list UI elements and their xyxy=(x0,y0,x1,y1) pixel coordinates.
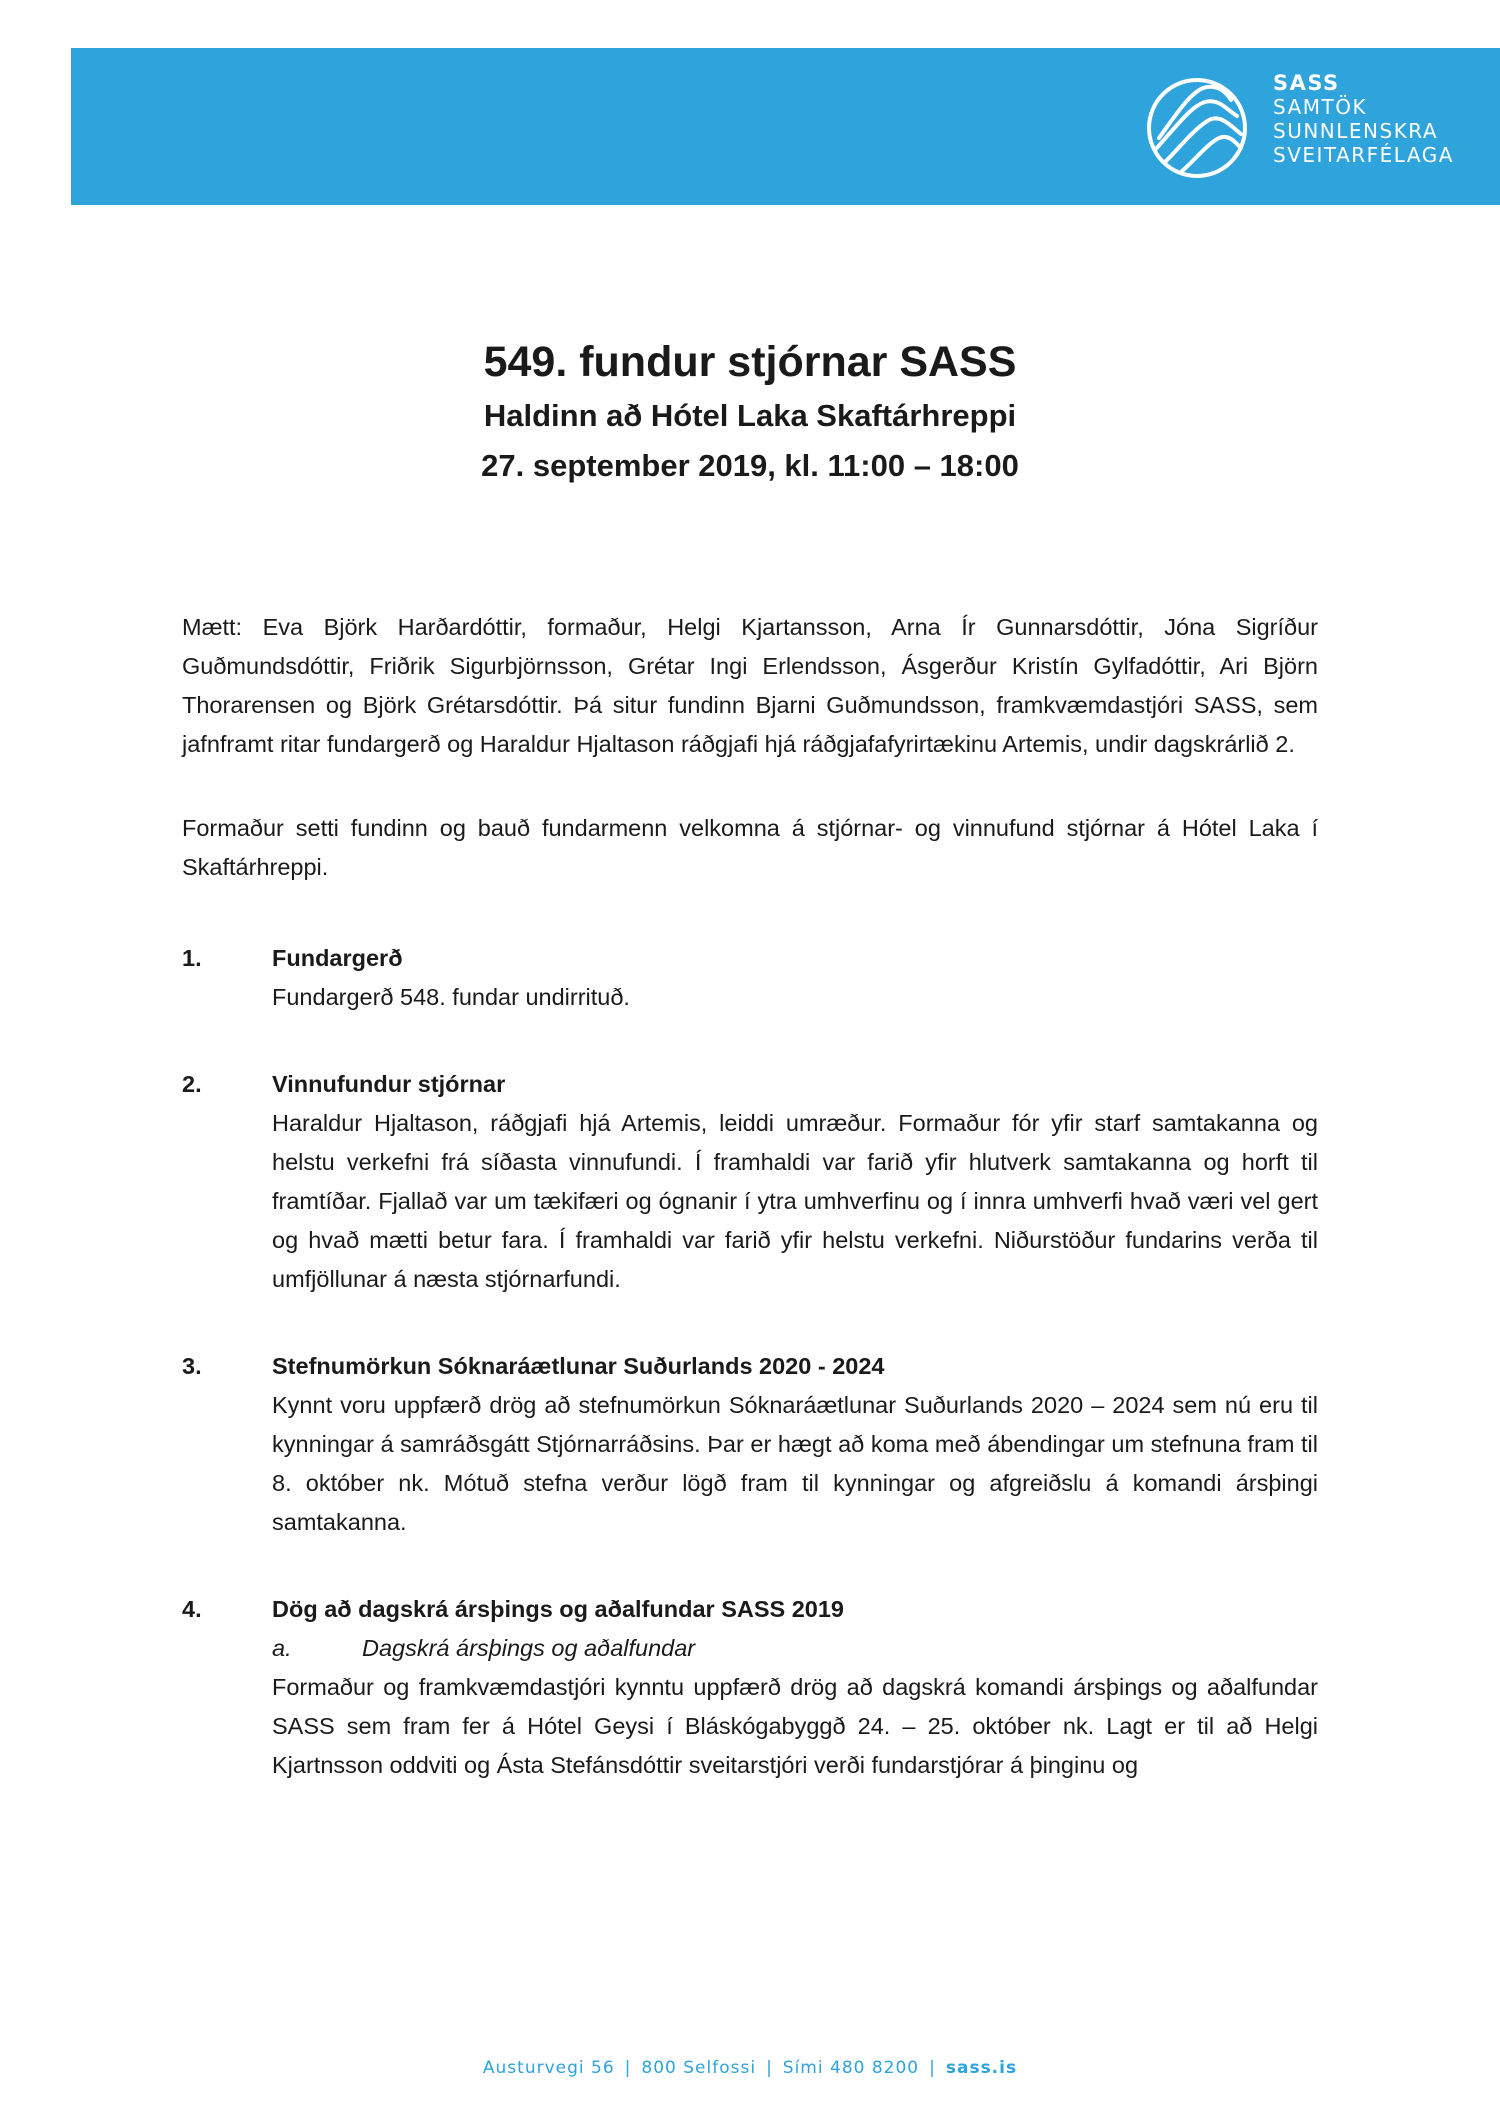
agenda-item-heading: Vinnufundur stjórnar xyxy=(272,1071,506,1097)
agenda-item-header xyxy=(182,1065,1318,1104)
org-name-line-3: SVEITARFÉLAGA xyxy=(1273,143,1454,167)
page-footer xyxy=(0,2058,1500,2078)
agenda-subitem-header xyxy=(272,1629,1318,1668)
agenda-item-body: Fundargerð 548. fundar undirrituð. xyxy=(272,984,630,1010)
agenda-item-heading: Fundargerð xyxy=(272,945,403,971)
meeting-date: 27. september 2019, kl. 11:00 – 18:00 xyxy=(481,448,1019,483)
agenda-item-body: Formaður og framkvæmdastjóri kynntu uppfærð drög að dagskrá komandi ársþings og aðalfundar SASS sem fram fer á Hótel Geysi í Bláskógabyggð 24. – 25. október nk. Lagt er til að Helgi Kjartnsson oddviti og Ásta Stefánsdóttir sveitarstjóri verði fundarstjórar á þinginu og xyxy=(272,1674,1318,1778)
agenda-subitem-letter: a. xyxy=(272,1635,292,1661)
agenda-item-number: 4. xyxy=(182,1596,202,1622)
meeting-location: Haldinn að Hótel Laka Skaftárhreppi xyxy=(483,398,1017,433)
agenda-item-number: 1. xyxy=(182,945,202,971)
agenda-item-heading: Stefnumörkun Sóknaráætlunar Suðurlands 2020 - 2024 xyxy=(272,1353,885,1379)
footer-website-link[interactable]: sass.is xyxy=(945,2058,1018,2078)
agenda-item-2 xyxy=(182,1065,1318,1299)
agenda-item-body: Haraldur Hjaltason, ráðgjafi hjá Artemis, leiddi umræður. Formaður fór yfir starf samtakanna og helstu verkefni frá síðasta vinnufundi. Í framhaldi var farið yfir hlutverk samtakanna og horft til framtíðar. Fjallað var um tækifæri og ógnanir í ytra umhverfinu og í innra umhverfi hvað væri vel gert og hvað mætti betur fara. Í framhaldi var farið yfir helstu verkefni. Niðurstöður fundarins verða til umfjöllunar á næsta stjórnarfundi. xyxy=(272,1110,1318,1292)
agenda-item-header xyxy=(182,1347,1318,1386)
agenda-item-3 xyxy=(182,1347,1318,1542)
agenda-item-number: 2. xyxy=(182,1071,202,1097)
org-logo-text xyxy=(1273,71,1454,167)
brand-name: SASS xyxy=(1273,71,1340,95)
agenda-item-body: Kynnt voru uppfærð drög að stefnumörkun Sóknaráætlunar Suðurlands 2020 – 2024 sem nú eru til kynningar á samráðsgátt Stjórnarráðsins. Þar er hægt að koma með ábendingar um stefnuna fram til 8. október nk. Mótuð stefna verður lögð fram til kynningar og afgreiðslu á komandi ársþingi samtakanna. xyxy=(272,1392,1318,1535)
agenda-subitem-heading: Dagskrá ársþings og aðalfundar xyxy=(362,1635,696,1661)
agenda-item-4 xyxy=(182,1590,1318,1785)
footer-separator: | xyxy=(929,2058,936,2078)
org-name-line-1: SAMTÖK xyxy=(1273,95,1368,119)
org-name-line-2: SUNNLENSKRA xyxy=(1273,119,1439,143)
agenda-item-number: 3. xyxy=(182,1353,202,1379)
agenda-item-header xyxy=(182,939,1318,978)
footer-separator: | xyxy=(624,2058,632,2078)
title-block xyxy=(0,333,1500,491)
attendance-paragraph: Mætt: Eva Björk Harðardóttir, formaður, Helgi Kjartansson, Arna Ír Gunnarsdóttir, Jóna Sigríður Guðmundsdóttir, Friðrik Sigurbjörnsson, Grétar Ingi Erlendsson, Ásgerður Kristín Gylfadóttir, Ari Björn Thorarensen og Björk Grétarsdóttir. Þá situr fundinn Bjarni Guðmundsson, framkvæmdastjóri SASS, sem jafnframt ritar fundargerð og Haraldur Hjaltason ráðgjafi hjá ráðgjafafyrirtækinu Artemis, undir dagskrárlið 2. xyxy=(182,614,1318,757)
footer-phone: Sími 480 8200 xyxy=(782,2058,920,2078)
minutes-body xyxy=(182,608,1318,1833)
page-title: 549. fundur stjórnar SASS xyxy=(483,338,1017,386)
agenda-item-1 xyxy=(182,939,1318,1017)
agenda-item-heading: Dög að dagskrá ársþings og aðalfundar SASS 2019 xyxy=(272,1596,844,1622)
footer-separator: | xyxy=(766,2058,773,2078)
agenda-item-header xyxy=(182,1590,1318,1629)
sass-wave-logo-icon xyxy=(1145,76,1249,180)
footer-address: Austurvegi 56 xyxy=(482,2058,615,2078)
opening-paragraph: Formaður setti fundinn og bauð fundarmenn velkomna á stjórnar- og vinnufund stjórnar á Hótel Laka í Skaftárhreppi. xyxy=(182,815,1318,880)
footer-postal: 800 Selfossi xyxy=(641,2058,757,2078)
